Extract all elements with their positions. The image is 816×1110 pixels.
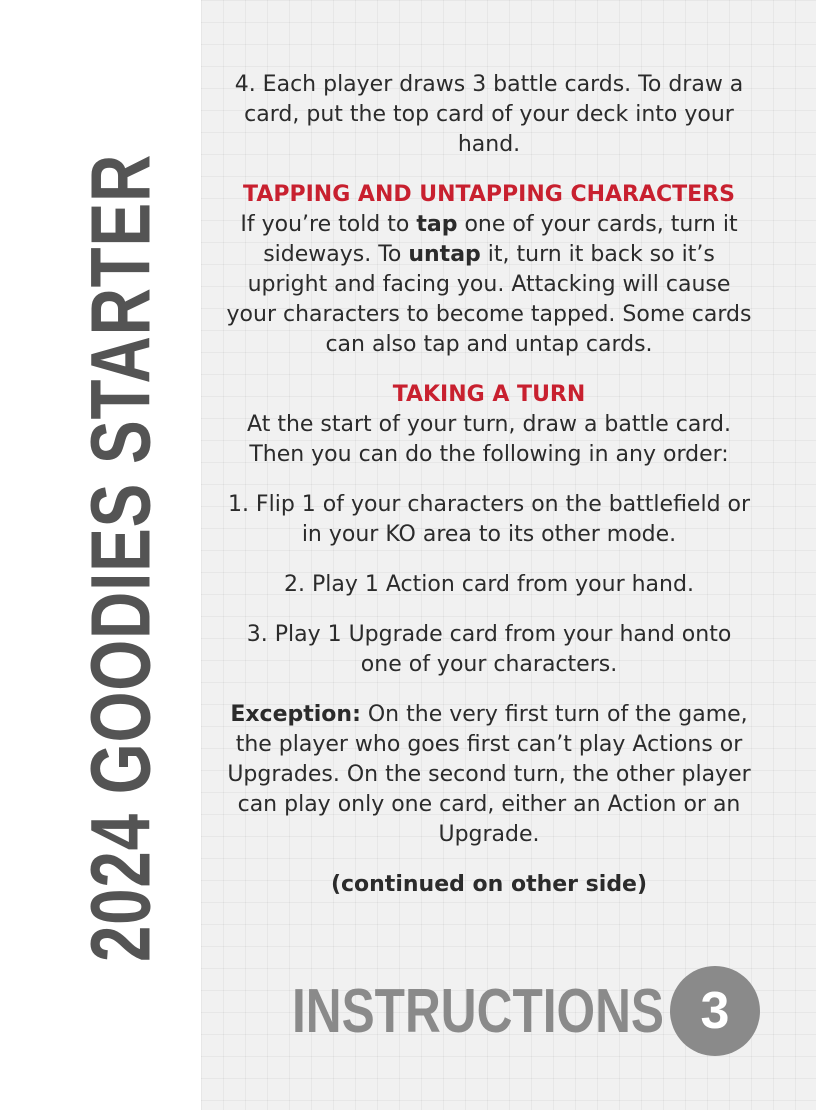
turn-item-3: 3. Play 1 Upgrade card from your hand onto one of your characters. xyxy=(246,622,732,677)
turn-section xyxy=(226,380,752,470)
sidebar xyxy=(0,0,201,1110)
sidebar-title xyxy=(73,40,170,1076)
instruction-content xyxy=(226,70,752,920)
turn-body: At the start of your turn, draw a battle card. Then you can do the following in any order: xyxy=(247,412,731,467)
tapping-text-3: it, turn it back so it’s upright and facing you. Attacking will cause your characters to become tapped. Some cards can also tap and untap cards. xyxy=(226,242,752,357)
exception-section xyxy=(226,700,752,850)
footer-label: INSTRUCTIONS xyxy=(292,976,664,1046)
untap-term: untap xyxy=(408,242,481,267)
exception-label: Exception: xyxy=(230,702,361,727)
page-number-badge xyxy=(670,966,760,1056)
turn-item-2: 2. Play 1 Action card from your hand. xyxy=(284,572,694,597)
footer xyxy=(199,976,760,1046)
turn-item-1: 1. Flip 1 of your characters on the battlefield or in your KO area to its other mode. xyxy=(227,492,751,547)
tapping-text-1: If you’re told to xyxy=(240,212,417,237)
continued-text: (continued on other side) xyxy=(330,872,648,897)
tapping-section xyxy=(226,180,752,360)
tapping-text-2: one of your cards, turn it sideways. To xyxy=(263,212,738,267)
step-4: 4. Each player draws 3 battle cards. To draw a card, put the top card of your deck into your hand. xyxy=(234,72,744,157)
tap-term: tap xyxy=(416,212,458,237)
tapping-heading: TAPPING AND UNTAPPING CHARACTERS xyxy=(243,182,735,207)
turn-heading: TAKING A TURN xyxy=(392,382,586,407)
page-number: 3 xyxy=(700,982,730,1040)
exception-body: On the very first turn of the game, the player who goes first can’t play Actions or Upgrades. On the second turn, the other player can play only one card, either an Action or an Upgrade. xyxy=(227,702,751,847)
continued-note xyxy=(226,870,752,900)
sidebar-title-text: 2024 GOODIES STARTER xyxy=(73,153,168,963)
